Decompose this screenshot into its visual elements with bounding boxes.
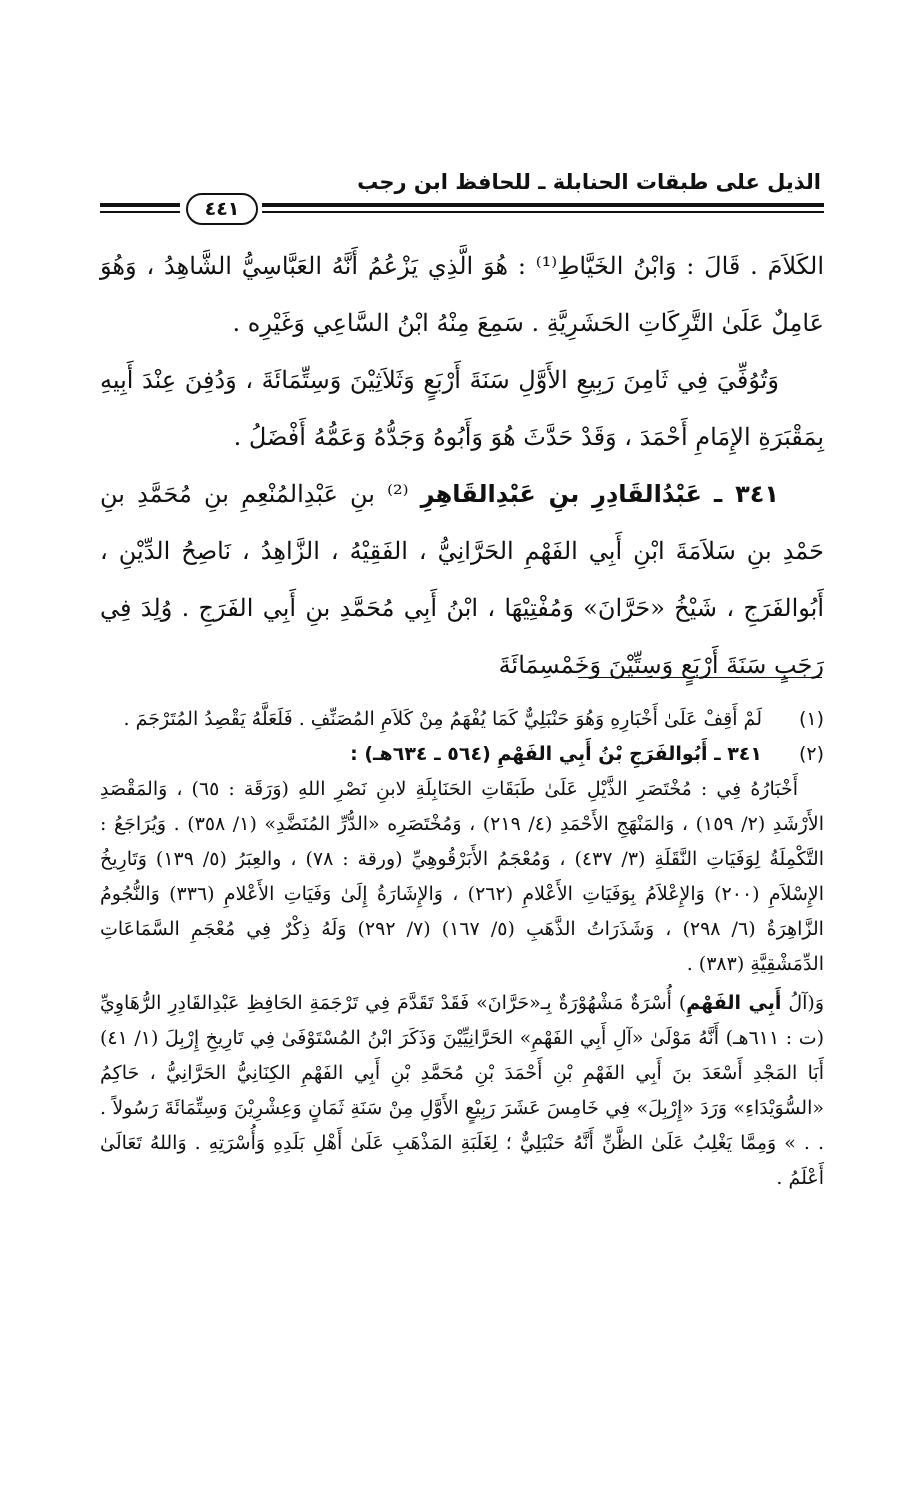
page-number: ٤٤١: [186, 193, 258, 225]
footnote-paragraph: [100, 986, 824, 1196]
footnote-1: [100, 702, 824, 737]
header-rule-left: [100, 196, 180, 224]
biography-entry: [100, 466, 824, 694]
main-text: [100, 238, 824, 694]
footnote-mark: (٢): [798, 743, 824, 765]
footnote-2-heading: [100, 737, 824, 772]
entry-number: ٣٤١ ـ: [714, 480, 780, 508]
footnote-text: ) أُسْرَةٌ مَشْهُوْرَةٌ بِـ«حَرَّانَ» فَقَدْ تَقَدَّمَ فِي تَرْجَمَةِ الحَافِظِ عَبْدِالقَادِرِ الرُّهَاوِيِّ (ت : ٦١١هـ) أَنَّهُ مَوْلَىٰ «آلِ أَبِي الفَهْمِ» الحَرَّانِيِّيْنَ وَذَكَرَ ابْنُ المُسْتَوْفَىٰ فِي تَارِيخِ إِرْبِلَ (١/ ٤١) أَبَا المَجْدِ أَسْعَدَ بنَ أَبِي الفَهْمِ بْنِ أَحْمَدَ بْنِ مُحَمَّدِ بْنِ أَبِي الفَهْمِ الكِنَانِيُّ الحَرَّانِيُّ ، حَاكِمُ «السُّوَيْدَاءِ» وَرَدَ «إِرْبِلَ» فِي خَامِسَ عَشَرَ رَبِيْعٍ الأَوَّلِ مِنْ سَنَةِ ثَمَانٍ وَعِشْرِيْنَ وَسِتِّمَائَةَ رَسُولاً . . . » وَمِمَّا يَغْلِبُ عَلَىٰ الظَّنِّ أَنَّهُ حَنْبَلِيٌّ ؛ لِغَلَبَةِ المَذْهَبِ عَلَىٰ أَهْلِ بَلَدِهِ وَأُسْرَتِهِ . وَاللهُ تَعَالَىٰ أَعْلَمُ .: [100, 992, 824, 1189]
header-rule-thin: [100, 211, 180, 213]
footnote-text: لَمْ أَقِفْ عَلَىٰ أَخْبَارِهِ وَهُوَ حَنْبَلِيٌّ كَمَا يُفْهَمُ مِنْ كَلاَمِ المُصَنِّفِ . فَلَعَلَّهُ يَقْصِدُ المُتَرْجَمَ .: [123, 708, 762, 730]
footnote-paragraph: أَخْبَارُهُ فِي : مُخْتَصَرِ الذَّيْلِ عَلَىٰ طَبَقَاتِ الحَنَابِلَةِ لابنِ نَصْرِ اللهِ (وَرَقَة : ٦٥) ، وَالمَقْصَدِ الأَرْشَدِ (٢/ ١٥٩) ، وَالمَنْهَجِ الأَحْمَدِ (٤/ ٢١٩) ، وَمُخْتَصَرِه «الدُّرِّ المُنَضَّدِ» (١/ ٣٥٨) . وَيُرَاجَعُ : التَّكْمِلَةُ لِوَفَيَاتِ النَّقَلَةِ (٣/ ٤٣٧) ، وَمُعْجَمُ الأَبَرْقُوهِيِّ (ورقة : ٧٨) ، والعِبَرُ (٥/ ١٣٩) وَتَارِيخُ الإِسْلاَمِ (٢٠٠) وَالإِعْلاَمُ بِوَفَيَاتِ الأَعْلامِ (٢٦٢) ، وَالإِشَارَةُ إِلَىٰ وَفَيَاتِ الأَعْلامِ (٣٣٦) وَالنُّجُومُ الزَّاهِرَةُ (٦/ ٢٩٨) ، وَشَذَرَاتُ الذَّهَبِ (٥/ ١٦٧) (٧/ ٢٩٢) وَلَهُ ذِكْرٌ فِي مُعْجَمِ السَّمَاعَاتِ الدِّمَشْقِيَّةِ (٣٨٣) .: [100, 778, 825, 975]
footnote-heading: ٣٤١ ـ أَبُوالفَرَجِ بْنُ أَبِي الفَهْمِ (٥٦٤ ـ ٦٣٤هـ) :: [350, 743, 762, 765]
running-title: الذيل على طبقات الحنابلة ـ للحافظ ابن رجب: [357, 170, 821, 194]
footnote-mark: (١): [798, 708, 824, 730]
header-rule-right: [262, 196, 824, 224]
footnotes: [100, 702, 824, 1196]
entry-name: عَبْدُالقَادِرِ بنِ عَبْدِالقَاهِرِ: [420, 480, 702, 508]
header-rule-thin: [262, 211, 824, 213]
entry-text: ⁽²⁾ بنِ عَبْدِالمُنْعِمِ بنِ مُحَمَّدِ بنِ حَمْدِ بنِ سَلاَمَةَ ابْنِ أَبِي الفَهْمِ الحَرَّانِيُّ ، الفَقِيْهُ ، الزَّاهِدُ ، نَاصِحُ الدِّيْنِ ، أَبُوالفَرَجِ ، شَيْخُ «حَرَّانَ» وَمُفْتِيْهَا ، ابْنُ أَبِي مُحَمَّدِ بنِ أَبِي الفَرَجِ . وُلِدَ فِي رَجَبٍ سَنَةَ أَرْبَعٍ وَسِتِّيْنَ وَخَمْسِمَائَةَ: [100, 480, 824, 679]
footnote-separator: [578, 677, 822, 678]
main-paragraph: الكَلاَمَ . قَالَ : وَابْنُ الخَيَّاطِ⁽¹⁾ : هُوَ الَّذِي يَزْعُمُ أَنَّهُ العَبَّاسِيُّ الشَّاهِدُ ، وَهُوَ عَامِلٌ عَلَىٰ التَّرِكَاتِ الحَشَرِيَّةِ . سَمِعَ مِنْهُ ابْنُ السَّاعِي وَغَيْرِه .: [100, 252, 825, 337]
footnote-bold-term: أَبِي الفَهْمِ: [686, 992, 782, 1014]
footnote-text: وَ(آلُ: [788, 992, 824, 1014]
header-rule-thick: [262, 203, 824, 207]
header-rule-thick: [100, 203, 180, 207]
main-paragraph: وَتُوُفِّيَ فِي ثَامِنَ رَبِيعِ الأَوَّلِ سَنَةَ أَرْبَعٍ وَثَلاَثِيْنَ وَسِتِّمَائَةَ ، وَدُفِنَ عِنْدَ أَبِيهِ بِمَقْبَرَةِ الإِمَامِ أَحْمَدَ ، وَقَدْ حَدَّثَ هُوَ وَأَبُوهُ وَجَدُّهُ وَعَمُّهُ أَفْضَلُ .: [100, 366, 824, 451]
